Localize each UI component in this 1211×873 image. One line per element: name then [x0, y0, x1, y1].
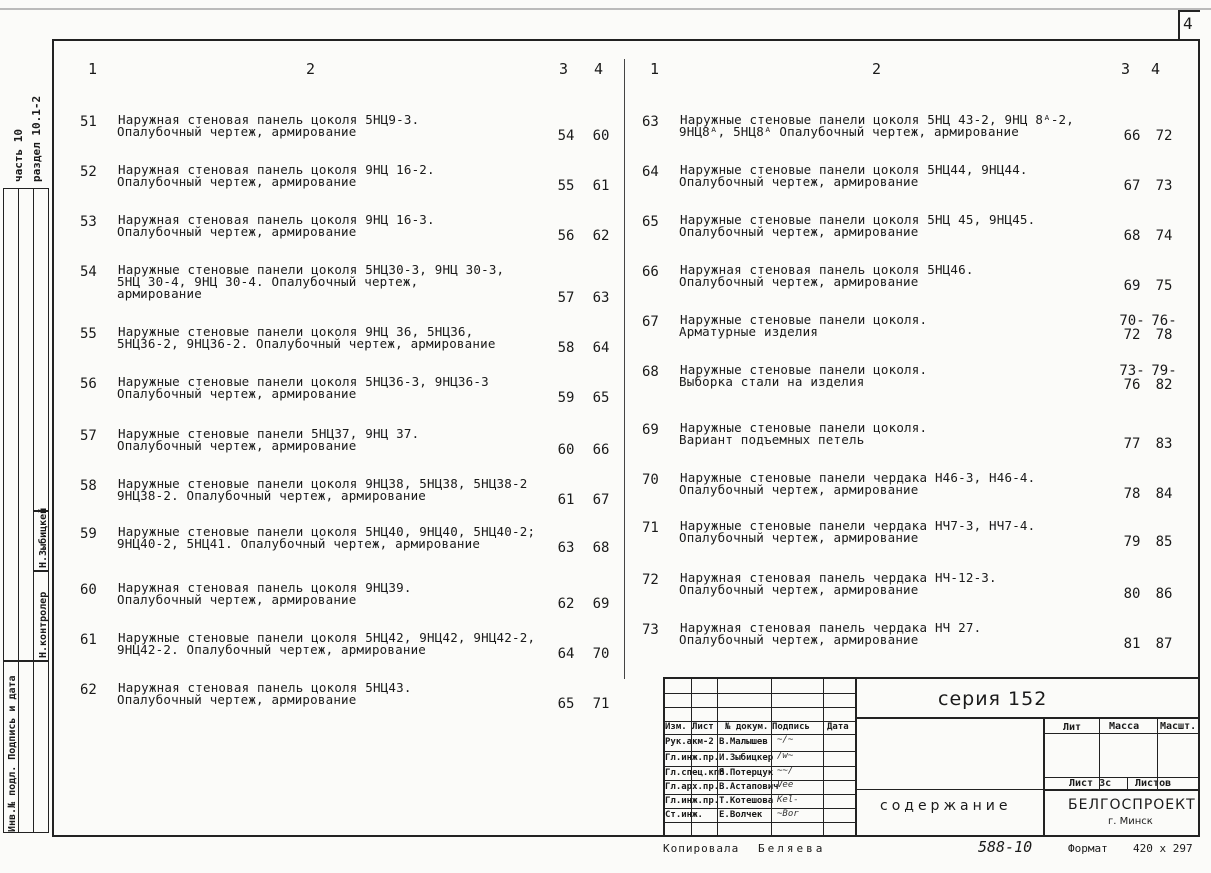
entry-page-col3: 59: [557, 390, 575, 406]
tb-mass: Масса: [1109, 721, 1140, 732]
entry-text-line: Наружные стеновые панели цоколя 9НЦ38, 5НЦ38, 5НЦ38-2: [118, 476, 528, 491]
header-col3-right: 3: [1121, 60, 1131, 78]
entry-page-col4: 74: [1155, 228, 1173, 244]
entry-page-col4: 63: [592, 290, 610, 306]
tb-sheet: Лист 3с: [1069, 778, 1112, 789]
tb-scale: Масшт.: [1160, 721, 1197, 732]
entry-page-col3: 70-: [1119, 313, 1145, 329]
entry-text-line: Наружная стеновая панель цоколя 5НЦ43.: [118, 680, 412, 695]
tb-col-list: Лист: [692, 722, 714, 732]
entry-page-col3: 56: [557, 228, 575, 244]
side-divider-1: [18, 188, 19, 833]
side-label-part: часть 10: [12, 129, 25, 182]
entry-text-line: Наружные стеновые панели чердака Н46-3, Н46-4.: [680, 470, 1036, 485]
entry-text-line: Опалубочный чертеж, армирование: [679, 632, 919, 647]
document-title: содержание: [880, 798, 1012, 814]
entry-page-col4: 87: [1155, 636, 1173, 652]
entry-text-line: 9НЦ38-2. Опалубочный чертеж, армирование: [117, 488, 427, 503]
tb-role-3: Гл.спец.кпб: [665, 768, 725, 778]
entry-text-line: Наружные стеновые панели цоколя 5НЦ36-3, 9НЦ36-3: [118, 374, 489, 389]
entry-text-line: Опалубочный чертеж, армирование: [679, 482, 919, 497]
entry-text-line: Опалубочный чертеж, армирование: [117, 592, 357, 607]
page-number: 4: [1183, 14, 1193, 33]
entry-number: 56: [80, 376, 97, 392]
entry-page-col4: 76-: [1151, 313, 1177, 329]
tb-lit: Лит: [1063, 722, 1082, 733]
entry-text-line: Арматурные изделия: [679, 324, 819, 339]
entry-page-col3: 61: [557, 492, 575, 508]
tb-name-4: В.Астапович: [719, 782, 779, 792]
entry-text-line: Наружные стеновые панели цоколя.: [680, 420, 928, 435]
entry-text-line: Опалубочный чертеж, армирование: [117, 174, 357, 189]
entry-text-line: Наружные стеновые панели цоколя 5НЦ 45, 9НЦ45.: [680, 212, 1036, 227]
tb-name-1: В.Малышев: [719, 737, 768, 747]
entry-page-col4: 70: [592, 646, 610, 662]
header-col2-left: 2: [306, 60, 316, 78]
entry-page-col3: 73-: [1119, 363, 1145, 379]
entry-page-col3: 78: [1123, 486, 1141, 502]
entry-page-col4: 65: [592, 390, 610, 406]
entry-page-col4: 68: [592, 540, 610, 556]
entry-number: 62: [80, 682, 97, 698]
entry-page-col3-end: 76: [1123, 377, 1141, 393]
entry-page-col3-end: 72: [1123, 327, 1141, 343]
entry-page-col3: 60: [557, 442, 575, 458]
entry-text-line: 5НЦ 30-4, 9НЦ 30-4. Опалубочный чертеж,: [117, 274, 419, 289]
entry-page-col4: 62: [592, 228, 610, 244]
signature-4: Vee: [777, 780, 794, 790]
signature-6: ~Bor: [777, 809, 799, 819]
entry-page-col3: 65: [557, 696, 575, 712]
header-col4-right: 4: [1151, 60, 1161, 78]
entry-text-line: Наружные стеновые панели цоколя 5НЦ44, 9НЦ44.: [680, 162, 1028, 177]
signature-1: ~/~: [777, 735, 794, 745]
tb-name-5: Т.Котешова: [719, 796, 774, 806]
entry-page-col4: 83: [1155, 436, 1173, 452]
entry-page-col4-end: 78: [1155, 327, 1173, 343]
tb-role-5: Гл.инж.пр.: [665, 796, 720, 806]
entry-page-col4: 60: [592, 128, 610, 144]
entry-page-col4: 66: [592, 442, 610, 458]
entry-text-line: Опалубочный чертеж, армирование: [117, 692, 357, 707]
entry-number: 67: [642, 314, 659, 330]
city: г. Минск: [1108, 816, 1153, 827]
entry-number: 71: [642, 520, 659, 536]
entry-number: 63: [642, 114, 659, 130]
entry-page-col4: 71: [592, 696, 610, 712]
tb-name-3: В.Потерцук: [719, 768, 774, 778]
entry-text-line: Наружные стеновые панели цоколя.: [680, 362, 928, 377]
entry-text-line: Опалубочный чертеж, армирование: [117, 438, 357, 453]
entry-page-col4: 61: [592, 178, 610, 194]
entry-page-col4: 73: [1155, 178, 1173, 194]
entry-page-col3: 58: [557, 340, 575, 356]
footer-code: 588-10: [978, 838, 1033, 856]
side-inv-label: Инв.№ подл. Подпись и дата: [7, 675, 18, 832]
entry-page-col3: 68: [1123, 228, 1141, 244]
signature-2: /w~: [777, 751, 794, 761]
entry-text-line: Опалубочный чертеж, армирование: [117, 124, 357, 139]
tb-role-2: Гл.инж.пр.: [665, 753, 720, 763]
series-title: серия 152: [938, 688, 1048, 710]
entry-page-col4-end: 82: [1155, 377, 1173, 393]
entry-text-line: Опалубочный чертеж, армирование: [117, 386, 357, 401]
signature-3: ~~/: [777, 766, 794, 776]
entry-page-col3: 69: [1123, 278, 1141, 294]
entry-text-line: Наружные стеновые панели цоколя.: [680, 312, 928, 327]
entry-text-line: Наружная стеновая панель цоколя 5НЦ46.: [680, 262, 974, 277]
entry-text-line: Опалубочный чертеж, армирование: [679, 582, 919, 597]
header-col1-right: 1: [650, 60, 660, 78]
entry-text-line: Опалубочный чертеж, армирование: [117, 224, 357, 239]
entry-page-col4: 84: [1155, 486, 1173, 502]
entry-text-line: Вариант подъемных петель: [679, 432, 865, 447]
entry-page-col4: 69: [592, 596, 610, 612]
side-label-section: раздел 10.1-2: [30, 95, 43, 182]
side-divider-h1: [3, 660, 49, 662]
entry-text-line: Наружная стеновая панель чердака НЧ-12-3.: [680, 570, 997, 585]
signature-5: Kel-: [777, 795, 799, 805]
entry-text-line: Наружная стеновая панель цоколя 9НЦ39.: [118, 580, 412, 595]
side-n-kontr: Н.контролер: [38, 591, 49, 658]
entry-text-line: Наружные стеновые панели цоколя 5НЦ40, 9НЦ40, 5НЦ40-2;: [118, 524, 536, 539]
entry-page-col4: 67: [592, 492, 610, 508]
entry-text-line: Наружная стеновая панель цоколя 9НЦ 16-2.: [118, 162, 435, 177]
entry-number: 61: [80, 632, 97, 648]
entry-number: 59: [80, 526, 97, 542]
entry-text-line: Наружные стеновые панели цоколя 9НЦ 36, 5НЦ36,: [118, 324, 474, 339]
entry-page-col4: 85: [1155, 534, 1173, 550]
entry-number: 68: [642, 364, 659, 380]
footer-format: 420 х 297: [1133, 842, 1193, 855]
entry-page-col3: 63: [557, 540, 575, 556]
entry-text-line: Наружная стеновая панель цоколя 9НЦ 16-3.: [118, 212, 435, 227]
entry-text-line: армирование: [117, 286, 202, 301]
entry-page-col4: 64: [592, 340, 610, 356]
side-n-kontr-name: Н.Зыбицкей: [38, 507, 49, 568]
entry-number: 70: [642, 472, 659, 488]
entry-number: 53: [80, 214, 97, 230]
entry-number: 64: [642, 164, 659, 180]
entry-page-col3: 55: [557, 178, 575, 194]
tb-col-sign: Подпись: [772, 722, 810, 732]
entry-text-line: Опалубочный чертеж, армирование: [679, 274, 919, 289]
entry-page-col3: 80: [1123, 586, 1141, 602]
entry-number: 57: [80, 428, 97, 444]
entry-number: 51: [80, 114, 97, 130]
entry-text-line: Опалубочный чертеж, армирование: [679, 224, 919, 239]
entry-text-line: Наружные стеновые панели цоколя 5НЦ 43-2, 9НЦ 8ᴬ-2,: [680, 112, 1075, 127]
entry-number: 54: [80, 264, 97, 280]
header-col4-left: 4: [594, 60, 604, 78]
entry-text-line: Наружные стеновые панели чердака НЧ7-3, НЧ7-4.: [680, 518, 1036, 533]
entry-text-line: Наружные стеновые панели цоколя 5НЦ30-3, 9НЦ 30-3,: [118, 262, 505, 277]
entry-page-col4: 79-: [1151, 363, 1177, 379]
entry-number: 58: [80, 478, 97, 494]
side-divider-h3: [33, 570, 49, 572]
entry-text-line: Опалубочный чертеж, армирование: [679, 174, 919, 189]
entry-number: 72: [642, 572, 659, 588]
entry-page-col3: 77: [1123, 436, 1141, 452]
tb-role-1: Рук.акм-2: [665, 737, 714, 747]
entry-page-col3: 64: [557, 646, 575, 662]
tb-role-6: Ст.инж.: [665, 810, 703, 820]
entry-text-line: Наружная стеновая панель цоколя 5НЦ9-3.: [118, 112, 420, 127]
entry-text-line: 5НЦ36-2, 9НЦ36-2. Опалубочный чертеж, армирование: [117, 336, 496, 351]
column-divider: [624, 59, 625, 679]
entry-page-col3: 67: [1123, 178, 1141, 194]
header-col2-right: 2: [872, 60, 882, 78]
entry-page-col3: 54: [557, 128, 575, 144]
entry-text-line: Наружная стеновая панель чердака НЧ 27.: [680, 620, 982, 635]
entry-page-col4: 75: [1155, 278, 1173, 294]
entry-number: 55: [80, 326, 97, 342]
entry-page-col3: 62: [557, 596, 575, 612]
entry-number: 69: [642, 422, 659, 438]
entry-page-col3: 79: [1123, 534, 1141, 550]
footer-format-label: Формат: [1068, 842, 1108, 855]
header-col1-left: 1: [88, 60, 98, 78]
entry-page-col4: 86: [1155, 586, 1173, 602]
entry-number: 65: [642, 214, 659, 230]
entry-page-col4: 72: [1155, 128, 1173, 144]
entry-text-line: Наружные стеновые панели цоколя 5НЦ42, 9НЦ42, 9НЦ42-2,: [118, 630, 536, 645]
tb-name-6: Е.Волчек: [719, 810, 763, 820]
header-col3-left: 3: [559, 60, 569, 78]
entry-text-line: Выборка стали на изделия: [679, 374, 865, 389]
tb-col-izm: Изм.: [665, 722, 687, 732]
entry-text-line: 9НЦ8ᴬ, 5НЦ8ᴬ Опалубочный чертеж, армирование: [679, 124, 1019, 139]
tb-col-doc: № докум.: [725, 722, 769, 732]
entry-number: 52: [80, 164, 97, 180]
tb-role-4: Гл.арх.пр.: [665, 782, 720, 792]
organization: БЕЛГОСПРОЕКТ: [1068, 797, 1196, 813]
entry-text-line: Опалубочный чертеж, армирование: [679, 530, 919, 545]
top-edge-line: [0, 8, 1211, 10]
entry-text-line: 9НЦ40-2, 5НЦ41. Опалубочный чертеж, армирование: [117, 536, 481, 551]
entry-number: 66: [642, 264, 659, 280]
entry-text-line: 9НЦ42-2. Опалубочный чертеж, армирование: [117, 642, 427, 657]
tb-col-date: Дата: [827, 722, 849, 732]
tb-name-2: И.Зыбицкер: [719, 753, 774, 763]
entry-number: 73: [642, 622, 659, 638]
entry-page-col3: 66: [1123, 128, 1141, 144]
entry-page-col3: 81: [1123, 636, 1141, 652]
tb-sheets: Листов: [1135, 778, 1172, 789]
entry-number: 60: [80, 582, 97, 598]
footer-copied-label: Копировала: [663, 842, 740, 855]
entry-text-line: Наружные стеновые панели 5НЦ37, 9НЦ 37.: [118, 426, 420, 441]
footer-copier: Беляева: [758, 842, 826, 855]
entry-page-col3: 57: [557, 290, 575, 306]
